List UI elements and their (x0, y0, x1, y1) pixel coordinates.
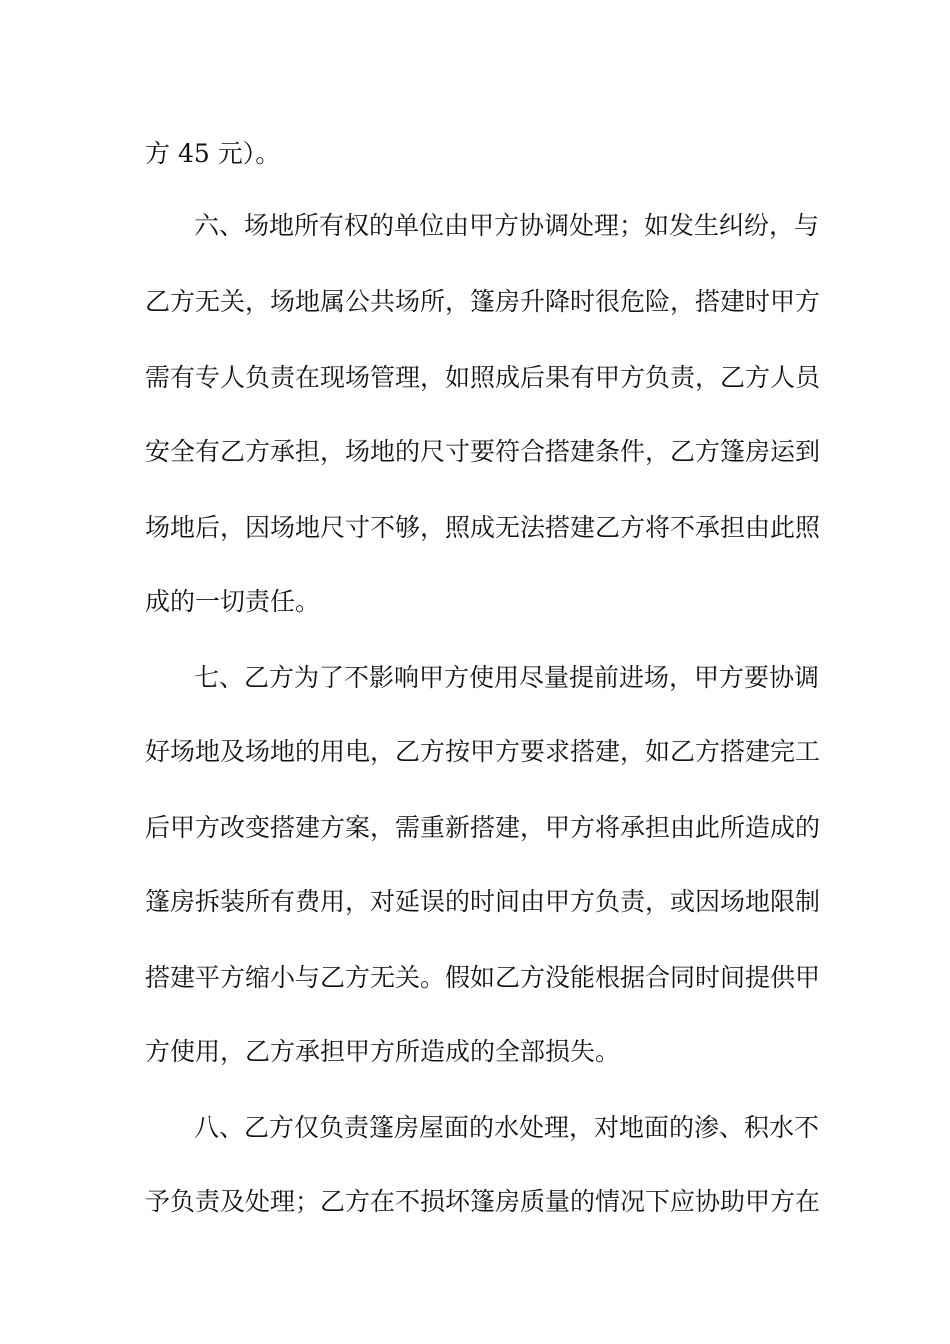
text-line-9: 好场地及场地的用电，乙方按甲方要求搭建，如乙方搭建完工 (145, 737, 821, 766)
text-line-13: 方使用，乙方承担甲方所造成的全部损失。 (145, 1037, 621, 1066)
text-line-4: 需有专人负责在现场管理，如照成后果有甲方负责，乙方人员 (145, 363, 821, 392)
text-line-5: 安全有乙方承担，场地的尺寸要符合搭建条件，乙方篷房运到 (145, 437, 821, 466)
paragraph-six-start: 六、场地所有权的单位由甲方协调处理；如发生纠纷，与 (194, 211, 820, 240)
text-line-6: 场地后，因场地尺寸不够，照成无法搭建乙方将不承担由此照 (145, 513, 821, 542)
text-line-7: 成的一切责任。 (145, 587, 321, 616)
paragraph-seven-start: 七、乙方为了不影响甲方使用尽量提前进场，甲方要协调 (194, 663, 820, 692)
text-line-10: 后甲方改变搭建方案，需重新搭建，甲方将承担由此所造成的 (145, 813, 821, 842)
text-line-3: 乙方无关，场地属公共场所，篷房升降时很危险，搭建时甲方 (145, 287, 821, 316)
text-line-1: 方 45 元）。 (145, 139, 281, 168)
text-line-15: 予负责及处理；乙方在不损坏篷房质量的情况下应协助甲方在 (145, 1187, 821, 1216)
paragraph-eight-start: 八、乙方仅负责篷房屋面的水处理，对地面的渗、积水不 (194, 1113, 820, 1142)
text-line-11: 篷房拆装所有费用，对延误的时间由甲方负责，或因场地限制 (145, 887, 821, 916)
text-line-12: 搭建平方缩小与乙方无关。假如乙方没能根据合同时间提供甲 (145, 963, 821, 992)
